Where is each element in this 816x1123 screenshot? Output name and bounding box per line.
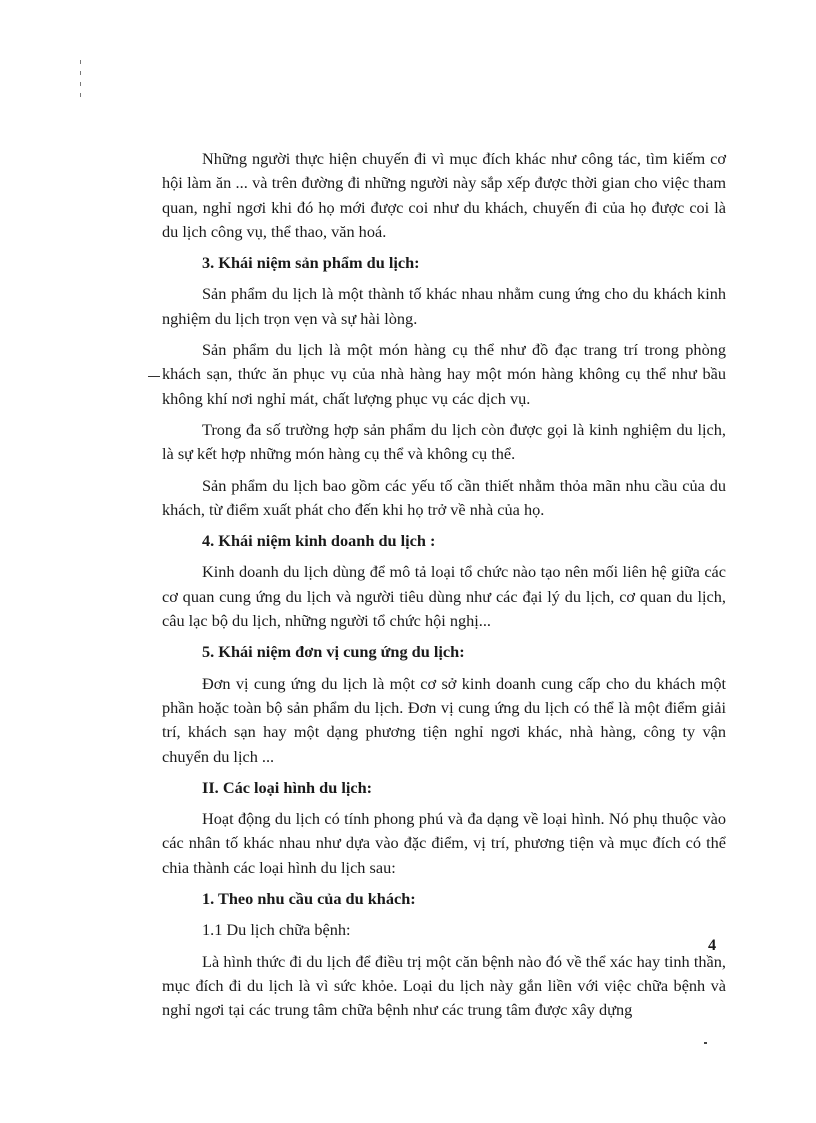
margin-binding-marks: [78, 60, 82, 110]
paragraph-tourism-types-intro: Hoạt động du lịch có tính phong phú và đa dạng về loại hình. Nó phụ thuộc vào các nhân tố khác nhau như dựa vào đặc điểm, vị trí, phương tiện và mục đích có thể chia thành các loại hình du lịch sau:: [162, 809, 726, 877]
scan-artifact-dot: [704, 1042, 707, 1044]
paragraph-business-travel: Những người thực hiện chuyến đi vì mục đích khác như công tác, tìm kiếm cơ hội làm ăn ... và trên đường đi những người này sắp xếp được thời gian cho việc tham quan, nghỉ ngơi khi đó họ mới được coi như du khách, chuyến đi của họ được coi là du lịch công vụ, thể thao, văn hoá.: [162, 149, 726, 241]
scan-artifact-dash: [148, 376, 160, 377]
heading-tourism-business-concept: 4. Khái niệm kinh doanh du lịch :: [202, 531, 436, 551]
page-body: [162, 147, 726, 1030]
paragraph-medical-tourism: Là hình thức đi du lịch để điều trị một căn bệnh nào đó về thể xác hay tinh thần, mục đích đi du lịch là vì sức khỏe. Loại du lịch này gắn liền với việc chữa bệnh và nghỉ ngơi tại các trung tâm chữa bệnh như các trung tâm được xây dựng: [162, 951, 726, 1020]
heading-tourism-supplier-concept: 5. Khái niệm đơn vị cung ứng du lịch:: [202, 642, 465, 662]
paragraph-tourism-product-experience: Trong đa số trường hợp sản phẩm du lịch còn được gọi là kinh nghiệm du lịch, là sự kết hợp những món hàng cụ thể và không cụ thể.: [162, 419, 726, 464]
paragraph-tourism-business-definition: Kinh doanh du lịch dùng để mô tả loại tổ chức nào tạo nên mối liên hệ giữa các cơ quan cung ứng du lịch và người tiêu dùng như các đại lý du lịch, cơ quan du lịch, câu lạc bộ du lịch, những người tổ chức hội nghị...: [162, 562, 726, 631]
heading-tourism-product-concept: 3. Khái niệm sản phẩm du lịch:: [202, 253, 420, 273]
paragraph-tourism-product-definition: Sản phẩm du lịch là một thành tố khác nhau nhằm cung ứng cho du khách kinh nghiệm du lịch trọn vẹn và sự hài lòng.: [162, 284, 726, 328]
paragraph-tourism-product-elements: Sản phẩm du lịch bao gồm các yếu tố cần thiết nhằm thỏa mãn nhu cầu của du khách, từ điểm xuất phát cho đến khi họ trở về nhà của họ.: [162, 475, 726, 519]
heading-by-traveler-needs: 1. Theo nhu cầu của du khách:: [202, 889, 416, 909]
subheading-medical-tourism: 1.1 Du lịch chữa bệnh:: [202, 920, 351, 940]
paragraph-tourism-product-examples: Sản phẩm du lịch là một món hàng cụ thể như đồ đạc trang trí trong phòng khách sạn, thức ăn phục vụ của nhà hàng hay một món hàng không cụ thể như bầu không khí nơi nghỉ mát, chất lượng phục vụ các dịch vụ.: [162, 340, 726, 408]
heading-tourism-types: II. Các loại hình du lịch:: [202, 777, 373, 797]
paragraph-tourism-supplier-definition: Đơn vị cung ứng du lịch là một cơ sở kinh doanh cung cấp cho du khách một phần hoặc toàn bộ sản phẩm du lịch. Đơn vị cung ứng du lịch có thể là một điểm giải trí, khách sạn hay một dạng phương tiện nghỉ ngơi khác, nhà hàng, công ty vận chuyển du lịch ...: [162, 673, 726, 766]
page-number: 4: [708, 935, 717, 954]
